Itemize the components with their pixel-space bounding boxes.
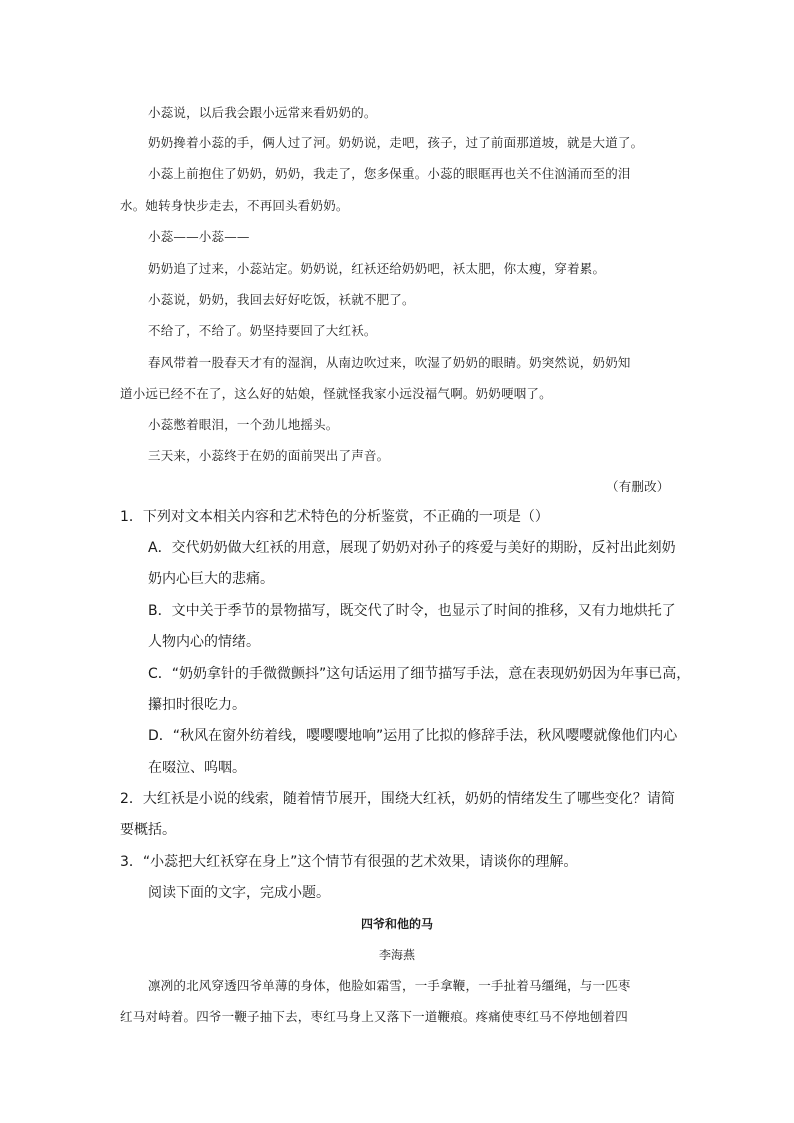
option-c-cont: 攥扣时很吃力。 <box>148 697 246 713</box>
story-line: 不给了，不给了。奶坚持要回了大红袄。 <box>148 323 377 338</box>
story-line: 奶奶追了过来，小蕊站定。奶奶说，红袄还给奶奶吧，袄太肥，你太瘦，穿着累。 <box>148 261 606 276</box>
article-line: 凛冽的北风穿透四爷单薄的身体，他脸如霜雪，一手拿鞭，一手扯着马缰绳，与一匹枣 <box>148 978 631 993</box>
option-b: B．文中关于季节的景物描写，既交代了时令，也显示了时间的推移，又有力地烘托了 <box>148 603 676 619</box>
question-2: 2．大红袄是小说的线索，随着情节展开，围绕大红袄，奶奶的情绪发生了哪些变化？请简 <box>120 791 675 807</box>
story-line: 小蕊上前抱住了奶奶，奶奶，我走了，您多保重。小蕊的眼眶再也关不住汹涌而至的泪 <box>148 166 631 181</box>
option-d-cont: 在啜泣、呜咽。 <box>148 760 246 776</box>
story-line: 春风带着一股春天才有的湿润，从南边吹过来，吹湿了奶奶的眼睛。奶突然说，奶奶知 <box>148 355 631 370</box>
option-d: D．“秋风在窗外纺着线，嘤嘤嘤地响”运用了比拟的修辞手法，秋风嘤嘤就像他们内心 <box>148 728 678 744</box>
story-line: 小蕊——小蕊—— <box>148 229 250 244</box>
story-line: 小蕊说，奶奶，我回去好好吃饭，袄就不肥了。 <box>148 292 415 307</box>
option-b-cont: 人物内心的情绪。 <box>148 634 260 650</box>
story-line: 小蕊说，以后我会跟小远常来看奶奶的。 <box>148 105 377 120</box>
option-a: A．交代奶奶做大红袄的用意，展现了奶奶对孙子的疼爱与美好的期盼，反衬出此刻奶 <box>148 540 676 556</box>
article-author: 李海燕 <box>378 948 415 962</box>
reading-instruction: 阅读下面的文字，完成小题。 <box>148 885 330 901</box>
article-title: 四爷和他的马 <box>360 917 433 931</box>
question-1: 1．下列对文本相关内容和艺术特色的分析鉴赏，不正确的一项是（） <box>120 509 549 525</box>
story-line: 道小远已经不在了，这么好的姑娘，怪就怪我家小远没福气啊。奶奶哽咽了。 <box>120 386 552 401</box>
source-note: （有删改） <box>606 479 670 494</box>
story-line: 奶奶搀着小蕊的手，俩人过了河。奶奶说，走吧，孩子，过了前面那道坡，就是大道了。 <box>148 135 644 150</box>
question-2-cont: 要概括。 <box>120 822 176 838</box>
question-3: 3．“小蕊把大红袄穿在身上”这个情节有很强的艺术效果，请谈你的理解。 <box>120 854 578 870</box>
option-a-cont: 奶内心巨大的悲痛。 <box>148 571 274 587</box>
article-line: 红马对峙着。四爷一鞭子抽下去，枣红马身上又落下一道鞭痕。疼痛使枣红马不停地刨着四 <box>120 1009 629 1024</box>
option-c: C．“奶奶拿针的手微微颤抖”这句话运用了细节描写手法，意在表现奶奶因为年事已高， <box>148 666 691 682</box>
story-line: 三天来，小蕊终于在奶的面前哭出了声音。 <box>148 448 390 463</box>
story-line: 水。她转身快步走去，不再回头看奶奶。 <box>120 198 349 213</box>
story-line: 小蕊憋着眼泪，一个劲儿地摇头。 <box>148 417 339 432</box>
